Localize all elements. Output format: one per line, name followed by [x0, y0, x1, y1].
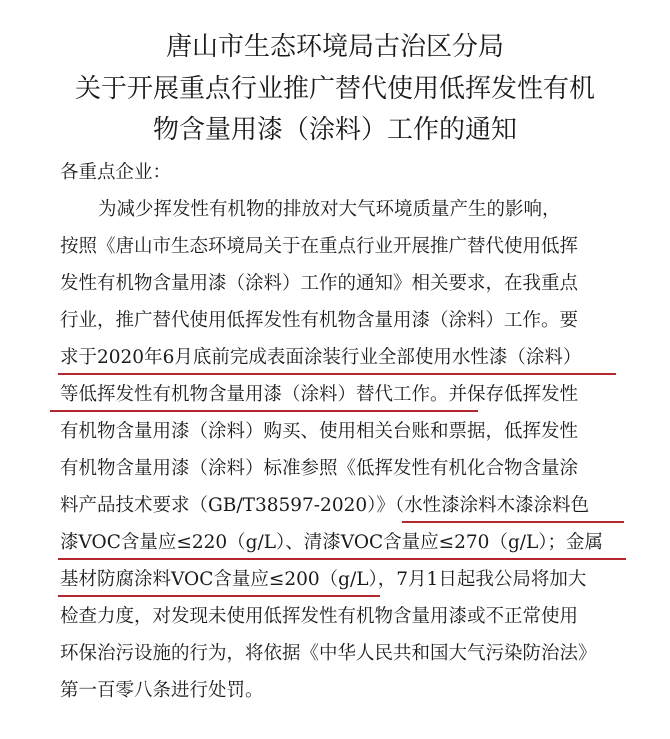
body-line: 等低挥发性有机物含量用漆（涂料）替代工作。并保存低挥发性 [60, 384, 579, 405]
body-line: 基材防腐涂料VOC含量应≤200（g/L），7月1日起我公局将加大 [60, 569, 587, 590]
salutation: 各重点企业： [60, 162, 172, 183]
body-line: 环保治污设施的行为，将依据《中华人民共和国大气污染防治法》 [60, 643, 597, 664]
red-underline [58, 558, 626, 560]
body-line: 行业，推广替代使用低挥发性有机物含量用漆（涂料）工作。要 [60, 310, 579, 331]
body-line: 料产品技术要求（GB/T38597-2020）》（水性漆涂料木漆涂料色 [60, 495, 590, 516]
red-underline [58, 595, 380, 597]
body-line: 按照《唐山市生态环境局关于在重点行业开展推广替代使用低挥 [60, 236, 579, 257]
body-line: 为减少挥发性有机物的排放对大气环境质量产生的影响， [98, 199, 561, 220]
body-line: 有机物含量用漆（涂料）标准参照《低挥发性有机化合物含量涂 [60, 458, 579, 479]
title-line-3: 物含量用漆（涂料）工作的通知 [152, 115, 517, 145]
body-line: 求于2020年6月底前完成表面涂装行业全部使用水性漆（涂料） [60, 347, 582, 368]
title-line-1: 唐山市生态环境局古治区分局 [165, 32, 504, 62]
body-line: 有机物含量用漆（涂料）购买、使用相关台账和票据，低挥发性 [60, 421, 579, 442]
body-line: 第一百零八条进行处罚。 [60, 680, 264, 701]
title-line-2: 关于开展重点行业推广替代使用低挥发性有机 [74, 74, 595, 104]
body-line: 检查力度，对发现未使用低挥发性有机物含量用漆或不正常使用 [60, 606, 579, 627]
red-underline [402, 521, 624, 523]
red-underline [50, 410, 478, 412]
body-line: 发性有机物含量用漆（涂料）工作的通知》相关要求，在我重点 [60, 273, 579, 294]
body-line: 漆VOC含量应≤220（g/L）、清漆VOC含量应≤270（g/L）；金属 [60, 532, 604, 553]
red-underline [58, 373, 616, 375]
